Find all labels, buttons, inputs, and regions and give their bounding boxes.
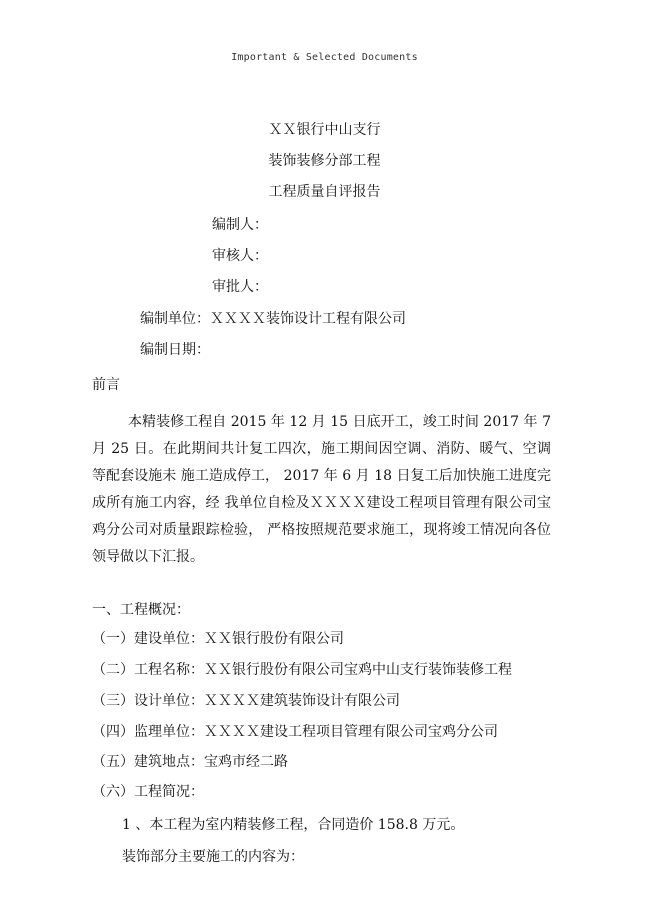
approver-label: 审批人： <box>212 279 268 295</box>
overview-item-4: （四）监理单位：ＸＸＸＸ建设工程项目管理有限公司宝鸡分公司 <box>92 724 498 740</box>
compile-unit: 编制单位：ＸＸＸＸ装饰设计工程有限公司 <box>140 311 406 327</box>
section1-heading: 一、工程概况： <box>92 602 190 618</box>
title-line-3: 工程质量自评报告 <box>268 184 381 200</box>
preface-heading: 前言 <box>92 377 120 393</box>
title-line-1: ＸＸ银行中山支行 <box>268 122 381 138</box>
compile-date: 编制日期： <box>140 342 210 358</box>
brief-point-1: 1 、本工程为室内精装修工程，合同造价 158.8 万元。 <box>122 817 465 833</box>
overview-item-5: （五）建筑地点：宝鸡市经二路 <box>92 754 288 770</box>
overview-item-1: （一）建设单位：ＸＸ银行股份有限公司 <box>92 631 344 647</box>
title-line-2: 装饰装修分部工程 <box>268 153 381 169</box>
compiler-label: 编制人： <box>212 217 268 233</box>
page-header: Important & Selected Documents <box>231 52 418 63</box>
overview-item-2: （二）工程名称：ＸＸ银行股份有限公司宝鸡中山支行装饰装修工程 <box>92 662 512 678</box>
preface-body: 本精装修工程自 2015 年 12 月 15 日底开工，竣工时间 2017 年 7 月 25 日。在此期间共计复工四次，施工期间因空调、消防、暖气、空调等配套设施未 施工造成停工， 2017 年 6 月 18 日复工后加快施工进度完成所有施工内容，经 我单位自检及ＸＸＸＸ建设工程项目管理有限公司宝鸡分公司对质量跟踪检验， 严格按照规范要求施工，现将竣工情况向各位领导做以下汇报。 <box>92 414 551 565</box>
brief-point-2: 装饰部分主要施工的内容为： <box>122 849 304 865</box>
overview-item-6: （六）工程简况： <box>92 784 204 800</box>
reviewer-label: 审核人： <box>212 248 268 264</box>
overview-item-3: （三）设计单位：ＸＸＸＸ建筑装饰设计有限公司 <box>92 693 400 709</box>
